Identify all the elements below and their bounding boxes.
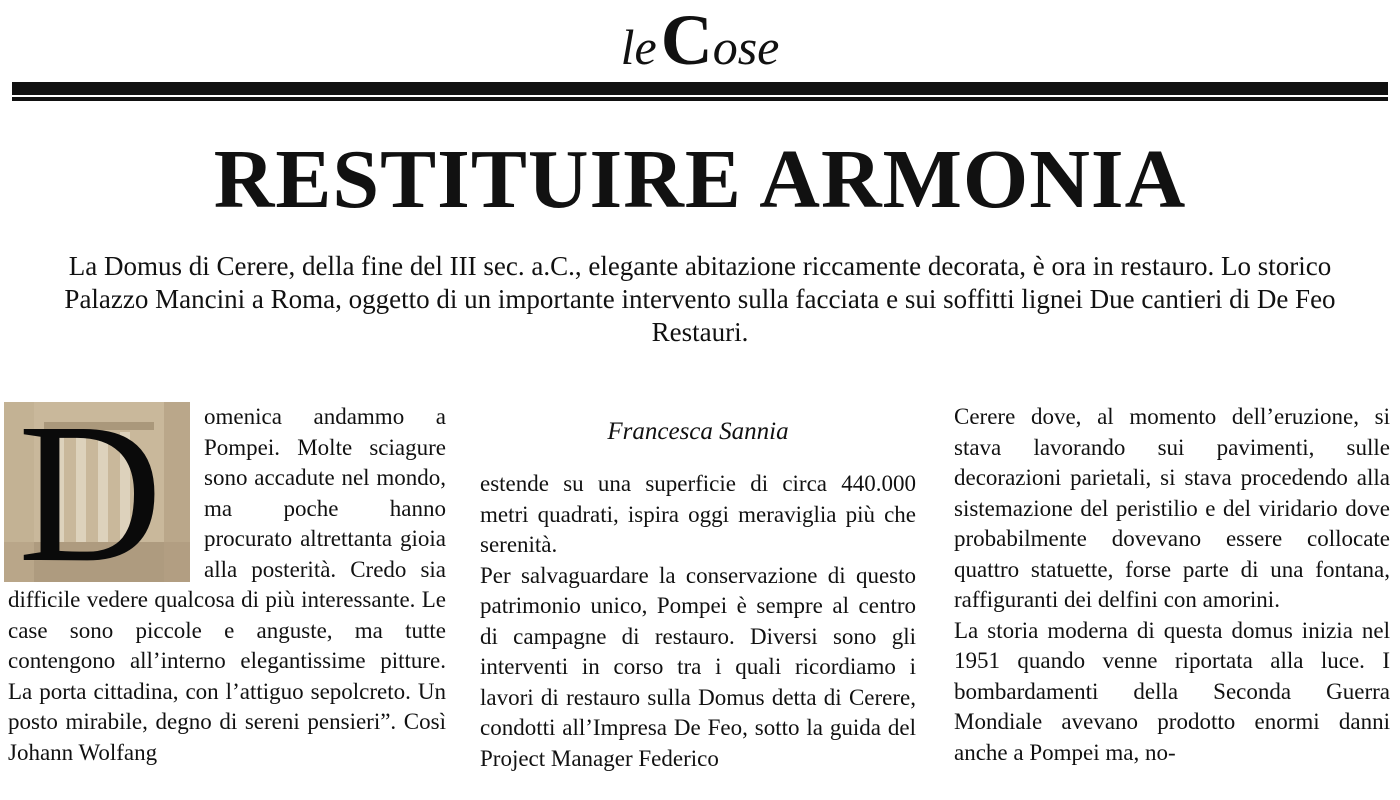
masthead-logo	[0, 2, 1400, 78]
column-2-paragraph-1: estende su una superficie di circa 440.000 metri quadrati, ispira oggi meraviglia più che serenità.	[480, 471, 916, 557]
byline: Francesca Sannia	[607, 418, 789, 445]
masthead-c: C	[660, 0, 713, 80]
column-2	[480, 417, 916, 774]
dropcap-image	[4, 402, 190, 582]
masthead-rule-thick	[12, 82, 1388, 95]
masthead-le: le	[620, 19, 657, 75]
masthead-rule-thin	[12, 97, 1388, 101]
column-2-paragraph-2: Per salvaguardare la conservazione di questo patrimonio unico, Pompei è sempre al centro di campagne di restauro. Diversi sono gli interventi in corso tra i quali ricordiamo i lavori di restauro sulla Domus detta di Cerere, condotti all’Impresa De Feo, sotto la guida del Project Manager Federico	[480, 562, 916, 771]
column-3-paragraph-1: Cerere dove, al momento dell’eruzione, si stava lavorando sui pavimenti, sulle decorazioni parietali, si stava procedendo alla sistemazione del peristilio e del viridario dove probabilmente dovevano essere collocate quattro statuette, forse parte di una fontana, raffiguranti dei delfini con amorini.	[954, 404, 1390, 612]
masthead-ose: ose	[712, 19, 780, 75]
column-1-text: omenica andammo a Pompei. Molte sciagure sono accadute nel mondo, ma poche hanno procurato altrettanta gioia alla posterità. Credo sia difficile vedere qualcosa di più interessante. Le case sono piccole e anguste, ma tutte contengono all’interno elegantissime pitture. La porta cittadina, con l’attiguo sepolcreto. Un posto mirabile, degno di sereni pensieri”. Così Johann Wolfang	[8, 404, 446, 765]
column-3-paragraph-2: La storia moderna di questa domus inizia nel 1951 quando venne riportata alla luce. I bombardamenti della Seconda Guerra Mondiale avevano prodotto enormi danni anche a Pompei ma, no-	[954, 617, 1390, 765]
headline: RESTITUIRE ARMONIA	[213, 133, 1187, 226]
column-3	[954, 402, 1390, 768]
dropcap-letter: D	[18, 402, 163, 582]
column-1	[8, 402, 446, 768]
subhead: La Domus di Cerere, della fine del III sec. a.C., elegante abitazione riccamente decorata, è ora in restauro. Lo storico Palazzo Mancini a Roma, oggetto di un importante intervento sulla facciata e sui soffitti lignei Due cantieri di De Feo Restauri.	[64, 251, 1336, 347]
